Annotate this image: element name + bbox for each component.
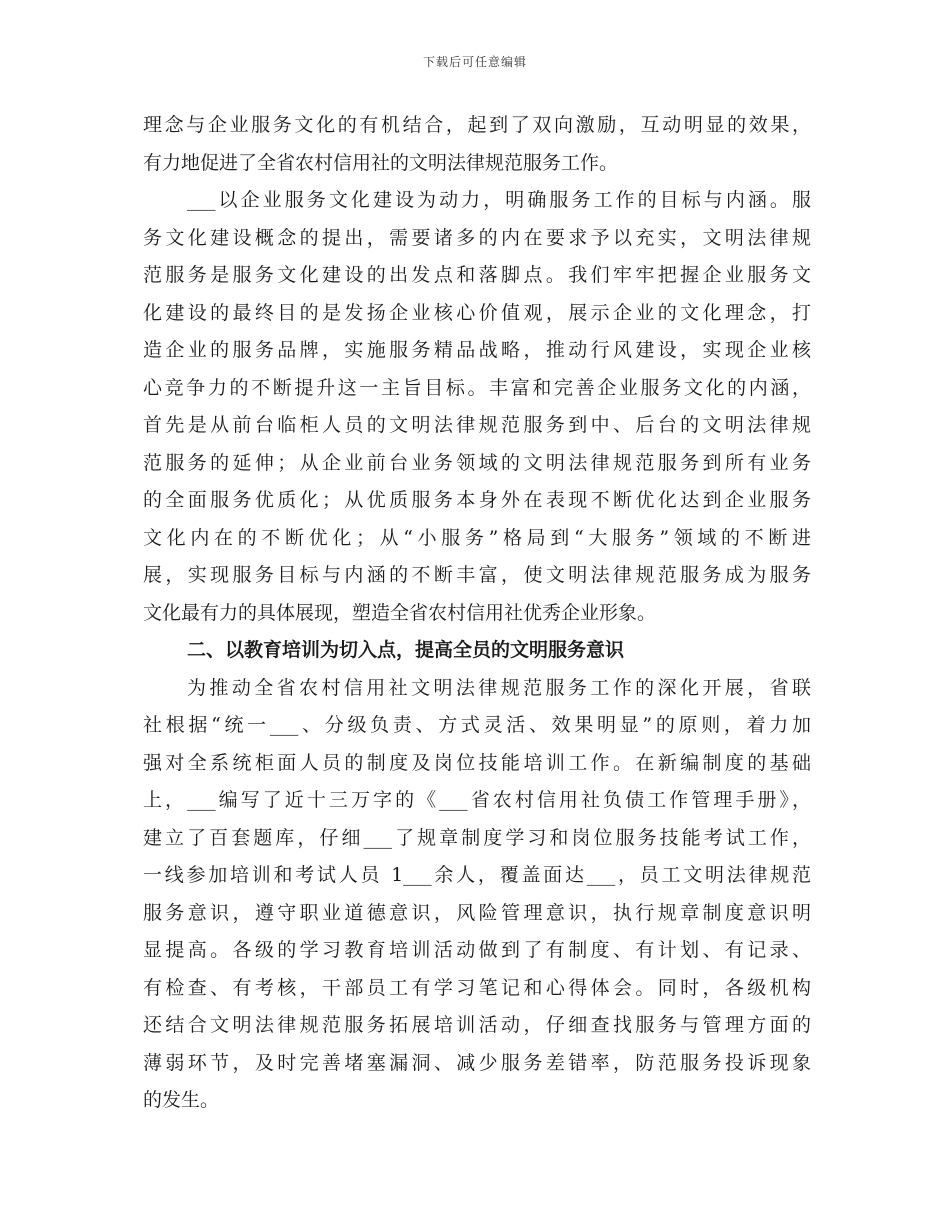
- text-line: 薄弱环节，及时完善堵塞漏洞、减少服务差错率，防范服务投诉现象: [143, 1051, 811, 1074]
- page-header: 下载后可任意编辑: [422, 55, 527, 69]
- text-line: 建立了百套题库，仔细___了规章制度学习和岗位服务技能考试工作，: [143, 826, 811, 849]
- text-line: 上，___编写了近十三万字的《___省农村信用社负债工作管理手册》，: [143, 789, 811, 811]
- text-line: 有力地促进了全省农村信用社的文明法律规范服务工作。: [143, 151, 619, 174]
- text-line: 一线参加培训和考试人员 1___余人，覆盖面达___，员工文明法律规范: [143, 864, 811, 886]
- text-line: 首先是从前台临柜人员的文明法律规范服务到中、后台的文明法律规: [143, 414, 811, 436]
- text-line: 范服务的延伸；从企业前台业务领域的文明法律规范服务到所有业务: [143, 451, 811, 474]
- text-line: 展，实现服务目标与内涵的不断丰富，使文明法律规范服务成为服务: [143, 564, 811, 586]
- section-heading: 二、以教育培训为切入点，提高全员的文明服务意识: [187, 639, 625, 661]
- text-line: 服务意识，遵守职业道德意识，风险管理意识，执行规章制度意识明: [143, 901, 811, 924]
- text-line: 理念与企业服务文化的有机结合，起到了双向激励，互动明显的效果，: [143, 114, 811, 136]
- text-line: 社根据“统一___、分级负责、方式灵活、效果明显”的原则，着力加: [143, 714, 811, 736]
- text-line: 化建设的最终目的是发扬企业核心价值观，展示企业的文化理念，打: [143, 301, 811, 324]
- text-line: 心竞争力的不断提升这一主旨目标。丰富和完善企业服务文化的内涵，: [143, 376, 811, 399]
- text-line: 文化内在的不断优化；从“小服务”格局到“大服务”领域的不断进: [143, 526, 811, 549]
- text-line: 范服务是服务文化建设的出发点和落脚点。我们牢牢把握企业服务文: [143, 264, 811, 286]
- text-line: 为推动全省农村信用社文明法律规范服务工作的深化开展，省联: [187, 676, 811, 699]
- paragraph: [143, 107, 811, 182]
- text-line: 文化最有力的具体展现，塑造全省农村信用社优秀企业形象。: [143, 601, 657, 624]
- text-line: 有检查、有考核，干部员工有学习笔记和心得体会。同时，各级机构: [143, 976, 811, 999]
- document-body: [143, 107, 811, 1120]
- text-line: 务文化建设概念的提出，需要诸多的内在要求予以充实，文明法律规: [143, 226, 811, 249]
- text-line: 显提高。各级的学习教育培训活动做到了有制度、有计划、有记录、: [143, 939, 811, 961]
- text-line: ___以企业服务文化建设为动力，明确服务工作的目标与内涵。服: [187, 189, 811, 211]
- paragraph: [143, 670, 811, 1120]
- text-line: 还结合文明法律规范服务拓展培训活动，仔细查找服务与管理方面的: [143, 1014, 811, 1036]
- text-line: 的全面服务优质化；从优质服务本身外在表现不断优化达到企业服务: [143, 489, 811, 511]
- paragraph: [143, 182, 811, 632]
- text-line: 的发生。: [143, 1089, 220, 1111]
- text-line: 强对全系统柜面人员的制度及岗位技能培训工作。在新编制度的基础: [143, 751, 811, 774]
- text-line: 造企业的服务品牌，实施服务精品战略，推动行风建设，实现企业核: [143, 339, 811, 361]
